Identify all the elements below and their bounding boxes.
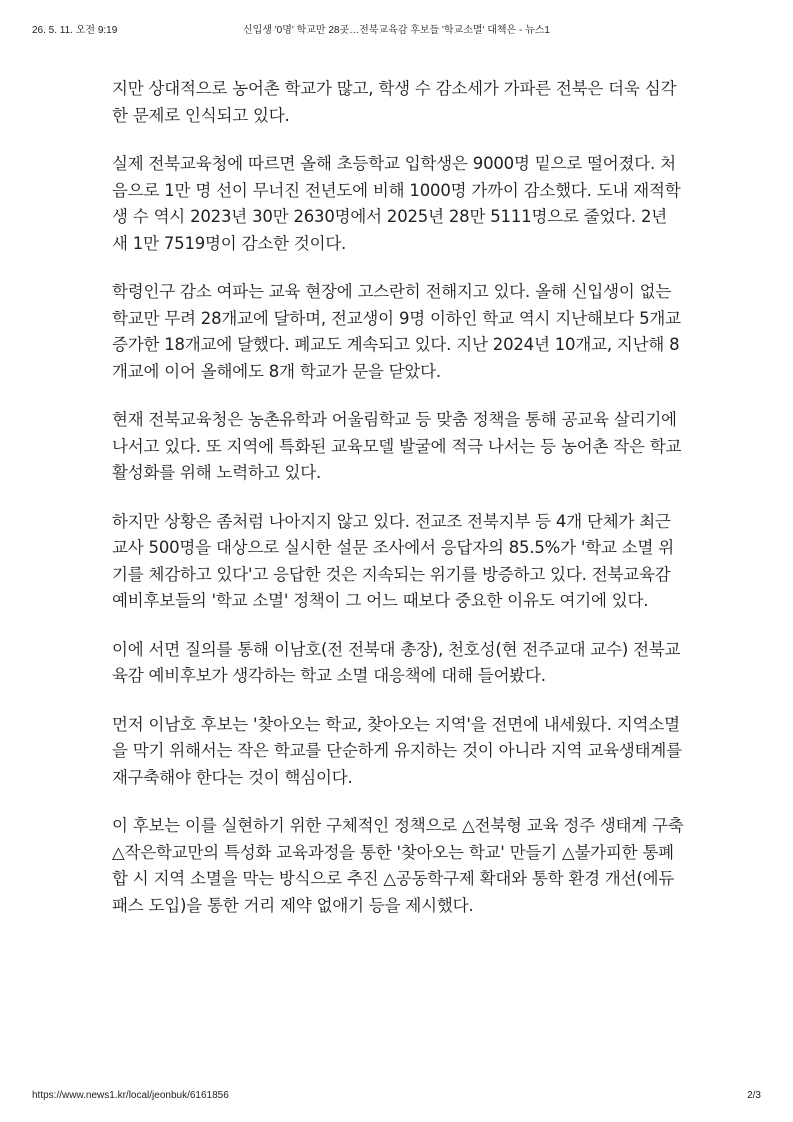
article-paragraph-7: 먼저 이남호 후보는 '찾아오는 학교, 찾아오는 지역'을 전면에 내세웠다. 지역소멸을 막기 위해서는 작은 학교를 단순하게 유지하는 것이 아니라 지역 교육생태계를 재구축해야 한다는 것이 핵심이다. [112,714,682,787]
page-url: https://www.news1.kr/local/jeonbuk/6161856 [32,1090,229,1101]
article-paragraph-6: 이에 서면 질의를 통해 이남호(전 전북대 총장), 천호성(현 전주교대 교수) 전북교육감 예비후보가 생각하는 학교 소멸 대응책에 대해 들어봤다. [112,639,681,685]
article-body [112,76,686,941]
article-paragraph-1: 지만 상대적으로 농어촌 학교가 많고, 학생 수 감소세가 가파른 전북은 더욱 심각한 문제로 인식되고 있다. [112,79,677,125]
article-paragraph-8: 이 후보는 이를 실현하기 위한 구체적인 정책으로 △전북형 교육 정주 생태계 구축 △작은학교만의 특성화 교육과정을 통한 '찾아오는 학교' 만들기 △불가피한 통폐합 시 지역 소멸을 막는 방식으로 추진 △공동학구제 확대와 통학 환경 개선(에듀패스 도입)을 통한 거리 제약 없애기 등을 제시했다. [112,816,684,915]
page-title: 신입생 '0명' 학교만 28곳…전북교육감 후보들 '학교소멸' 대책은 - 뉴스1 [243,25,550,36]
print-header [32,21,761,35]
print-date: 26. 5. 11. 오전 9:19 [32,25,118,36]
article-paragraph-3: 학령인구 감소 여파는 교육 현장에 고스란히 전해지고 있다. 올해 신입생이 없는 학교만 무려 28개교에 달하며, 전교생이 9명 이하인 학교 역시 지난해보다 5개교 증가한 18개교에 달했다. 폐교도 계속되고 있다. 지난 2024년 10개교, 지난해 8개교에 이어 올해에도 8개 학교가 문을 닫았다. [112,282,681,381]
print-footer [32,1090,761,1104]
page-number: 2/3 [747,1090,761,1101]
article-paragraph-2: 실제 전북교육청에 따르면 올해 초등학교 입학생은 9000명 밑으로 떨어졌다. 처음으로 1만 명 선이 무너진 전년도에 비해 1000명 가까이 감소했다. 도내 재적학생 수 역시 2023년 30만 2630명에서 2025년 28만 5111명으로 줄었다. 2년 새 1만 7519명이 감소한 것이다. [112,154,681,253]
article-paragraph-4: 현재 전북교육청은 농촌유학과 어울림학교 등 맞춤 정책을 통해 공교육 살리기에 나서고 있다. 또 지역에 특화된 교육모델 발굴에 적극 나서는 등 농어촌 작은 학교 활성화를 위해 노력하고 있다. [112,410,682,482]
article-paragraph-5: 하지만 상황은 좀처럼 나아지지 않고 있다. 전교조 전북지부 등 4개 단체가 최근 교사 500명을 대상으로 실시한 설문 조사에서 응답자의 85.5%가 '학교 소멸 위기를 체감하고 있다'고 응답한 것은 지속되는 위기를 방증하고 있다. 전북교육감 예비후보들의 '학교 소멸' 정책이 그 어느 때보다 중요한 이유도 여기에 있다. [112,511,675,610]
